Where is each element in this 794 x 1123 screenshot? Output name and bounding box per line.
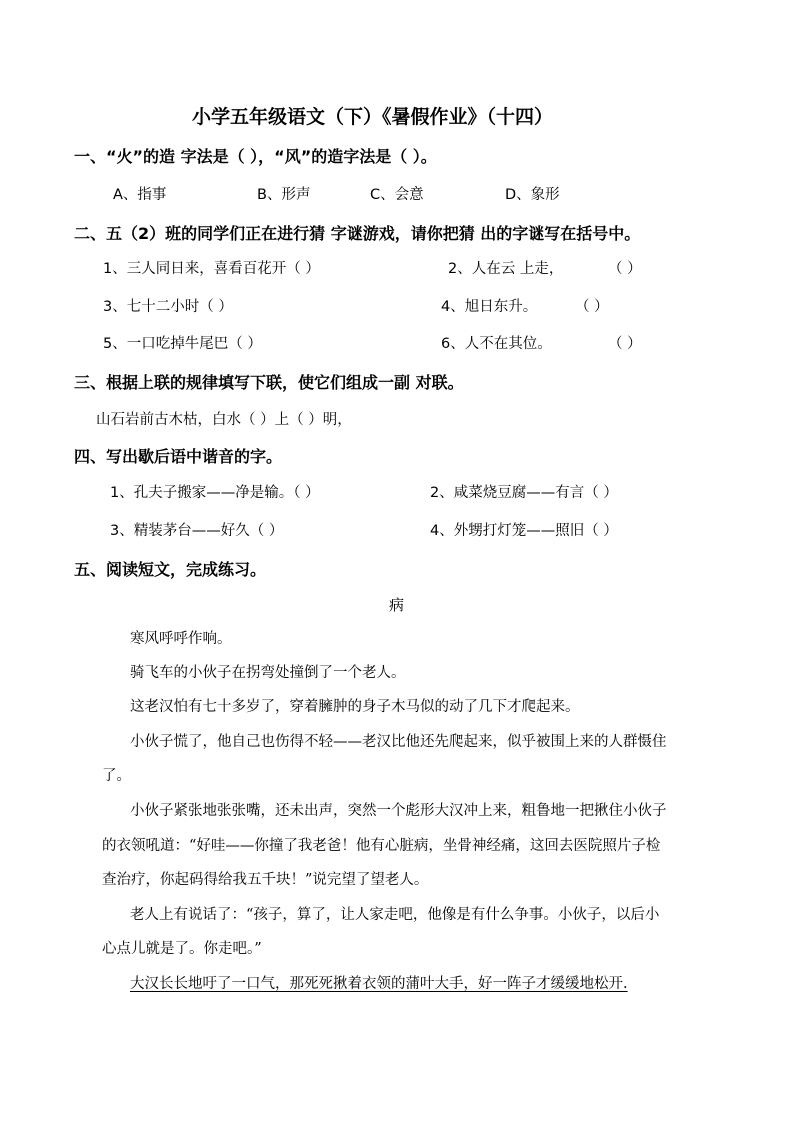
q5-heading: 五、阅读短文，完成练习。 [74,560,267,579]
passage-line: 心点儿就是了。你走吧。” [102,941,262,957]
passage-line: 这老汉怕有七十多岁了，穿着臃肿的身子木马似的动了几下才爬起来。 [130,699,580,715]
q4-item-3: 3、精装茅台——好久（ ） [110,523,284,539]
q1-option-b: B、形声 [257,187,311,203]
q1-option-c: C、会意 [370,187,424,203]
q3-couplet-line: 山石岩前古木枯，白水（ ）上（ ）明， [96,412,352,428]
passage-line: 了。 [102,768,131,784]
page-title: 小学五年级语文（下）《暑假作业》（十四） [192,106,554,128]
passage-line: 寒风呼呼作响。 [130,631,232,647]
q2-item-6: 6、人不在其位。 [441,336,552,352]
underlined-passage-line: 大汉长长地吁了一口气，那死死揪着衣领的蒲叶大手，好一阵子才缓缓地松开. [130,976,628,992]
q1-option-a: A、指事 [113,187,167,203]
q2-item-3: 3、七十二小时（ ） [103,299,233,315]
passage-line: 骑飞车的小伙子在拐弯处撞倒了一个老人。 [130,665,406,681]
q4-item-2: 2、咸菜烧豆腐——有言（ ） [430,485,618,501]
q2-item-4: 4、旭日东升。 [441,299,538,315]
q2-item-4-blank: （ ） [575,299,609,315]
passage-title: 病 [389,596,405,614]
q1-heading: 一、“火”的造 字法是（ ），“风”的造字法是（ ）。 [74,147,437,166]
q2-item-1: 1、三人同日来，喜看百花开（ ） [103,261,320,277]
q2-item-5: 5、一口吃掉牛尾巴（ ） [103,336,262,352]
q2-heading: 二、五（2）班的同学们正在进行猜 字谜游戏，请你把猜 出的字谜写在括号中。 [74,224,641,243]
q2-item-2-blank: （ ） [608,261,642,277]
q4-item-1: 1、孔夫子搬家——净是输。（ ） [110,485,320,501]
passage-line: 小伙子紧张地张张嘴，还未出声，突然一个彪形大汉冲上来，粗鲁地一把揪住小伙子 [130,803,667,819]
q1-option-d: D、象形 [505,187,560,203]
passage-line: 的衣领吼道：“好哇——你撞了我老爸！他有心脏病，坐骨神经痛，这回去医院照片子检 [102,838,661,854]
passage-line: 老人上有说话了：“孩子，算了，让人家走吧，他像是有什么争事。小伙子，以后小 [130,907,660,923]
passage-line: 查治疗，你起码得给我五千块！”说完望了望老人。 [102,872,429,888]
q2-item-6-blank: （ ） [608,336,642,352]
q4-item-4: 4、外甥打灯笼——照旧（ ） [430,523,618,539]
q4-heading: 四、写出歇后语中谐音的字。 [74,447,283,466]
q3-heading: 三、根据上联的规律填写下联，使它们组成一副 对联。 [74,373,464,392]
q2-item-2: 2、人在云 上走， [448,261,564,277]
passage-line: 小伙子慌了，他自己也伤得不轻——老汉比他还先爬起来，似乎被围上来的人群慑住 [130,734,667,750]
